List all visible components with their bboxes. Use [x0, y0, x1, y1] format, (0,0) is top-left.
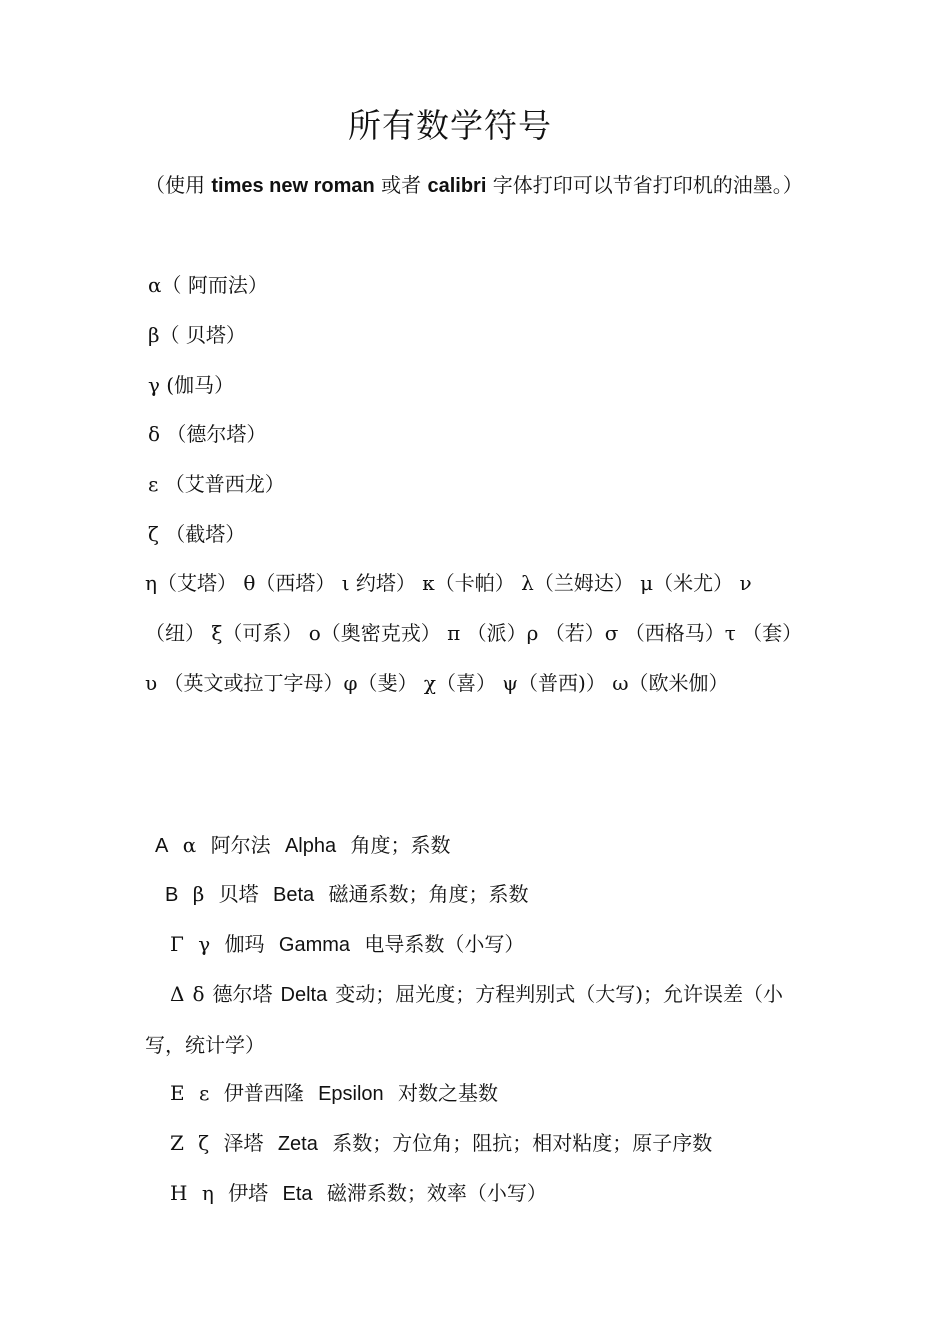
table-row: [170, 1178, 547, 1209]
usage-description: 电导系数（小写）: [364, 932, 525, 956]
intro-middle: 或者: [374, 173, 428, 197]
lower-letter: ζ: [198, 1131, 210, 1155]
intro-font-calibri: calibri: [427, 175, 487, 197]
chinese-name: 德尔塔: [212, 982, 273, 1006]
usage-description: 角度；系数: [350, 833, 451, 857]
upper-letter: Γ: [170, 932, 184, 956]
chinese-name: 泽塔: [223, 1131, 264, 1155]
intro-font-times: times new roman: [211, 175, 375, 197]
intro-prefix: （使用: [145, 173, 212, 197]
greek-item-epsilon: ε （艾普西龙）: [148, 472, 285, 496]
table-row: [170, 1128, 712, 1159]
table-row: [170, 929, 524, 960]
greek-item-alpha: α（ 阿而法）: [148, 273, 268, 297]
english-name: Gamma: [278, 934, 351, 956]
upper-letter: Δ: [170, 982, 185, 1006]
english-name: Delta: [280, 984, 328, 1006]
intro-paragraph: [145, 160, 810, 211]
english-name: Eta: [282, 1183, 313, 1205]
intro-suffix: 字体打印可以节省打印机的油墨。）: [486, 173, 803, 197]
greek-item-gamma: γ (伽马）: [148, 373, 235, 397]
table-row: [170, 1078, 498, 1109]
chinese-name: 伊普西隆: [223, 1081, 304, 1105]
lower-letter: α: [182, 833, 197, 857]
page-title: 所有数学符号: [348, 106, 552, 145]
english-name: Zeta: [277, 1133, 318, 1155]
chinese-name: 伊塔: [228, 1181, 269, 1205]
english-name: Alpha: [284, 835, 337, 857]
lower-letter: δ: [192, 982, 205, 1006]
lower-letter: β: [192, 882, 205, 906]
upper-letter: A: [155, 835, 169, 857]
chinese-name: 伽玛: [224, 932, 265, 956]
table-row: [145, 969, 810, 1070]
upper-letter: Η: [170, 1181, 188, 1205]
usage-description: 磁通系数；角度；系数: [328, 882, 529, 906]
upper-letter: Ε: [170, 1081, 185, 1105]
lower-letter: γ: [198, 932, 211, 956]
lower-letter: ε: [198, 1081, 210, 1105]
usage-description: 系数；方位角；阻抗；相对粘度；原子序数: [332, 1131, 713, 1155]
greek-item-zeta: ζ （截塔）: [148, 522, 246, 546]
greek-item-beta: β（ 贝塔）: [148, 323, 246, 347]
lower-letter: η: [201, 1181, 214, 1205]
english-name: Beta: [272, 884, 315, 906]
english-name: Epsilon: [318, 1083, 384, 1105]
chinese-name: 阿尔法: [210, 833, 271, 857]
usage-description: 对数之基数: [398, 1081, 499, 1105]
greek-paragraph: η（艾塔） θ（西塔） ι 约塔） κ（卡帕） λ（兰姆达） μ（米尤） ν（纽） ξ（可系） ο（奥密克戎） π （派）ρ （若）σ （西格马）τ （套）υ （英文或拉丁字母）φ（斐） χ（喜） ψ（普西)） ω（欧米伽）: [145, 571, 803, 695]
greek-item-delta: δ （德尔塔）: [148, 422, 267, 446]
table-row: [155, 830, 450, 861]
usage-description: 变动；屈光度；方程判别式（大写)；允许误差（小写，统计学）: [145, 982, 784, 1057]
chinese-name: 贝塔: [218, 882, 259, 906]
upper-letter: Ζ: [170, 1131, 184, 1155]
table-row: [165, 879, 529, 910]
upper-letter: B: [165, 884, 179, 906]
usage-description: 磁滞系数；效率（小写）: [326, 1181, 547, 1205]
